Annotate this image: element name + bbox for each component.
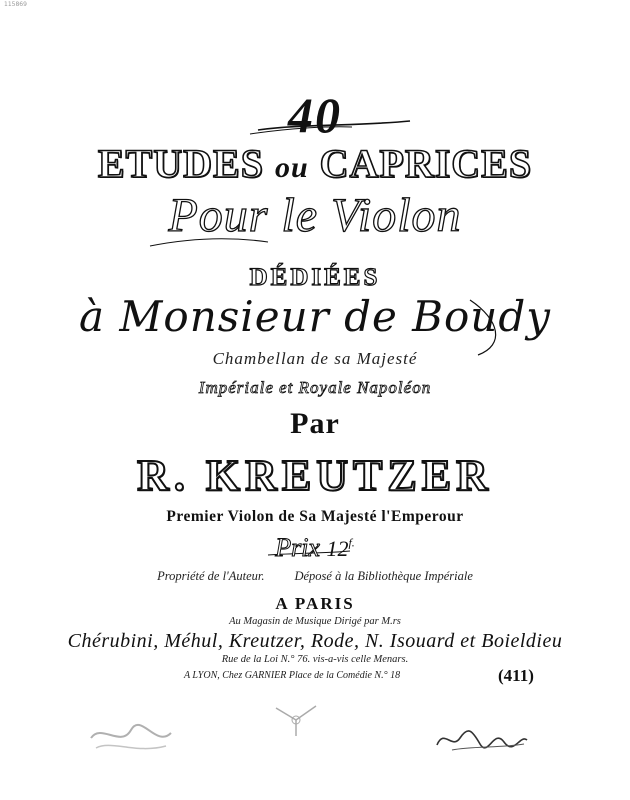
- title-word-caprices: CAPRICES: [319, 141, 533, 186]
- lyon-distributor: A LYON, Chez GARNIER Place de la Comédie N.° 18: [184, 670, 401, 681]
- by-label: Par: [290, 407, 340, 440]
- title-etudes-caprices: [0, 140, 630, 187]
- publisher-city: A PARIS: [275, 594, 355, 613]
- composer-name: R. KREUTZER: [137, 451, 493, 500]
- dedicatee-title-line-2: Impériale et Royale Napoléon: [198, 378, 432, 397]
- handwritten-signature: [432, 720, 532, 760]
- dedication-label: DÉDIÉES: [249, 264, 381, 291]
- plate-number: (411): [498, 666, 534, 685]
- price-value: 12: [326, 536, 349, 561]
- legal-notes: [0, 569, 630, 584]
- dedicatee-title-line-1: Chambellan de sa Majesté: [212, 349, 418, 368]
- price: [0, 533, 630, 563]
- opus-number: 40: [288, 87, 342, 143]
- price-unit: f.: [348, 535, 355, 550]
- corner-id: 115869: [4, 1, 27, 8]
- publisher-shop: Au Magasin de Musique Dirigé par M.rs: [229, 616, 401, 627]
- title-word-etudes: ETUDES: [97, 141, 264, 186]
- property-note: Propriété de l'Auteur.: [157, 569, 265, 583]
- publisher-address: Rue de la Loi N.° 76. vis-a-vis celle Menars.: [221, 654, 409, 665]
- library-stamp-center: [266, 700, 326, 740]
- title-word-ou: ou: [274, 151, 309, 184]
- deposit-note: Déposé à la Bibliothèque Impériale: [294, 569, 473, 583]
- composer-title: Premier Violon de Sa Majesté l'Emperour: [166, 508, 464, 525]
- library-stamp-left: [86, 718, 176, 758]
- instrument-line: Pour le Violon: [168, 189, 462, 242]
- price-label: Prix: [275, 533, 320, 562]
- dedicatee-name: à Monsieur de Boudy: [79, 292, 551, 341]
- publisher-composers: Chérubini, Méhul, Kreutzer, Rode, N. Isouard et Boieldieu: [67, 630, 563, 652]
